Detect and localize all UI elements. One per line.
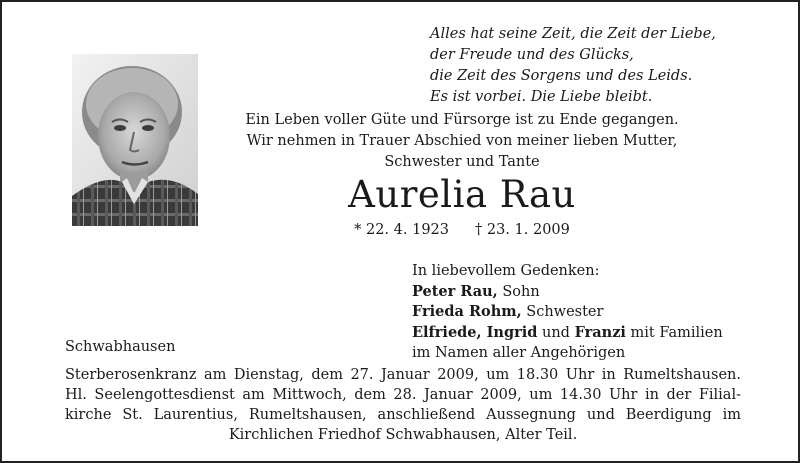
service-line: Sterberosenkranz am Dienstag, dem 27. Januar 2009, um 18.30 Uhr in Rumeltshausen. xyxy=(65,367,741,383)
mourners-heading: In liebevollem Gedenken: xyxy=(412,263,600,279)
intro-line: Ein Leben voller Güte und Fürsorge ist zu Ende gegangen. xyxy=(245,112,679,128)
mourners-closing: im Namen aller Angehörigen xyxy=(412,345,626,361)
mourner-name: Elfriede, Ingrid xyxy=(412,323,538,341)
service-line: kirche St. Laurentius, Rumeltshausen, anschließend Aussegnung und Beerdigung im xyxy=(65,407,741,423)
poem-line: Es ist vorbei. Die Liebe bleibt. xyxy=(430,89,653,105)
portrait-photo xyxy=(72,54,198,226)
poem xyxy=(430,24,716,108)
birth-date: * 22. 4. 1923 xyxy=(354,222,449,238)
poem-line: Alles hat seine Zeit, die Zeit der Liebe, xyxy=(430,26,716,42)
service-line: Hl. Seelengottesdienst am Mittwoch, dem 28. Januar 2009, um 14.30 Uhr in der Filial- xyxy=(65,387,741,403)
poem-line: der Freude und des Glücks, xyxy=(430,47,634,63)
mourner-relation: mit Familien xyxy=(625,324,723,341)
place-name: Schwabhausen xyxy=(65,339,176,355)
mourner-connector: und xyxy=(537,324,575,341)
mourner-name: Frieda Rohm, xyxy=(412,303,522,320)
intro-text xyxy=(212,110,712,173)
mourner-line xyxy=(412,302,723,323)
poem-line: die Zeit des Sorgens und des Leids. xyxy=(430,68,693,84)
service-details xyxy=(65,365,741,445)
deceased-name: Aurelia Rau xyxy=(348,173,576,216)
service-line: Kirchlichen Friedhof Schwabhausen, Alter Teil. xyxy=(228,427,578,443)
mourner-name: Franzi xyxy=(574,323,626,341)
mourner-line xyxy=(412,282,723,303)
intro-line: Wir nehmen in Trauer Abschied von meiner lieben Mutter, xyxy=(246,133,678,149)
mourners-list xyxy=(412,261,723,364)
mourner-line xyxy=(412,323,723,344)
life-dates xyxy=(212,220,712,241)
mourner-relation: Schwester xyxy=(521,304,604,320)
mourner-name: Peter Rau, xyxy=(412,282,498,300)
intro-line: Schwester und Tante xyxy=(384,154,540,170)
mourner-relation: Sohn xyxy=(497,283,540,300)
death-date: † 23. 1. 2009 xyxy=(475,222,570,238)
